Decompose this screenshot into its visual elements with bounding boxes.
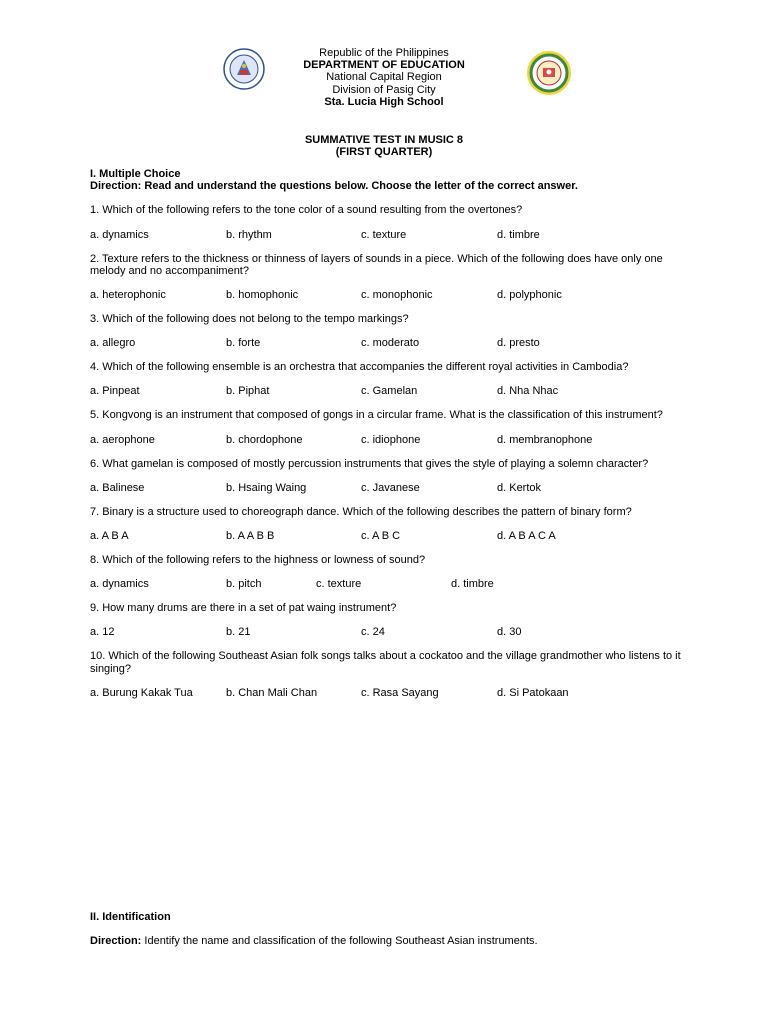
part1-heading: I. Multiple Choice (90, 168, 181, 180)
answer-option: b. Hsaing Waing (226, 481, 307, 494)
answer-options (90, 337, 690, 349)
answer-options (90, 434, 690, 446)
answer-option: a. A B A (90, 530, 129, 543)
answer-options (90, 289, 690, 301)
answer-option: d. timbre (497, 228, 540, 241)
answer-option: b. A A B B (226, 530, 275, 543)
answer-option: d. 30 (497, 626, 522, 639)
answer-option: b. homophonic (226, 289, 299, 302)
question-text: 2. Texture refers to the thickness or thinness of layers of sounds in a piece. Which of the following does have only one melody and no accompaniment? (90, 252, 663, 277)
answer-option: a. heterophonic (90, 289, 166, 302)
answer-option: b. 21 (226, 626, 251, 639)
header-line-republic: Republic of the Philippines (319, 47, 449, 59)
question-text: 6. What gamelan is composed of mostly percussion instruments that gives the style of playing a solemn character? (90, 457, 649, 470)
question-text: 10. Which of the following Southeast Asian folk songs talks about a cockatoo and the village grandmother who listens to it singing? (90, 650, 681, 675)
answer-option: a. aerophone (90, 433, 155, 446)
answer-option: a. allegro (90, 337, 136, 350)
answer-option: d. A B A C A (497, 530, 556, 543)
answer-option: c. 24 (361, 626, 385, 639)
part2-direction (90, 935, 690, 947)
answer-options (90, 229, 690, 241)
answer-option: c. moderato (361, 337, 420, 350)
question-text: 3. Which of the following does not belong to the tempo markings? (90, 313, 409, 326)
test-title (0, 134, 768, 158)
question-text: 8. Which of the following refers to the highness or lowness of sound? (90, 554, 426, 567)
answer-option: d. polyphonic (497, 289, 562, 302)
answer-option: b. rhythm (226, 228, 272, 241)
question-text: 7. Binary is a structure used to choreograph dance. Which of the following describes the pattern of binary form? (90, 505, 632, 518)
answer-option: b. chordophone (226, 433, 303, 446)
part2-heading: II. Identification (90, 911, 171, 923)
answer-option: c. Rasa Sayang (361, 686, 439, 699)
answer-option: c. A B C (361, 530, 401, 543)
answer-option: a. Balinese (90, 481, 145, 494)
question-text: 5. Kongvong is an instrument that composed of gongs in a circular frame. What is the classification of this instrument? (90, 409, 663, 422)
answer-options (90, 530, 690, 542)
header-line-department: DEPARTMENT OF EDUCATION (303, 59, 465, 72)
answer-options (90, 626, 690, 638)
answer-option: c. idiophone (361, 433, 421, 446)
answer-option: d. presto (497, 337, 540, 350)
part1-section (90, 168, 690, 710)
answer-option: d. Si Patokaan (497, 686, 569, 699)
part1-direction: Direction: Read and understand the questions below. Choose the letter of the correct answer. (90, 180, 578, 193)
answer-option: c. monophonic (361, 289, 433, 302)
answer-option: d. membranophone (497, 433, 593, 446)
answer-option: b. forte (226, 337, 261, 350)
answer-option: a. Pinpeat (90, 385, 140, 398)
answer-option: d. timbre (451, 578, 494, 591)
answer-option: a. Burung Kakak Tua (90, 686, 193, 699)
answer-option: b. pitch (226, 578, 262, 591)
part2-direction-text: Identify the name and classification of the following Southeast Asian instruments. (141, 935, 538, 948)
answer-option: b. Chan Mali Chan (226, 686, 318, 699)
answer-option: a. dynamics (90, 578, 149, 591)
header-line-region: National Capital Region (326, 71, 442, 84)
question-text: 4. Which of the following ensemble is an orchestra that accompanies the different royal activities in Cambodia? (90, 361, 629, 374)
header-line-school: Sta. Lucia High School (324, 95, 444, 108)
test-title-line2: (FIRST QUARTER) (335, 146, 433, 159)
answer-option: c. Gamelan (361, 385, 418, 398)
part2-direction-label: Direction: (90, 935, 142, 948)
header-line-division: Division of Pasig City (332, 83, 436, 96)
answer-option: c. texture (316, 578, 362, 591)
answer-option: b. Piphat (226, 385, 270, 398)
answer-option: a. 12 (90, 626, 115, 639)
answer-option: c. Javanese (361, 481, 420, 494)
part2-section (90, 911, 690, 947)
answer-option: d. Kertok (497, 481, 542, 494)
question-text: 9. How many drums are there in a set of pat waing instrument? (90, 602, 397, 615)
answer-options (90, 578, 690, 590)
question-list (90, 204, 690, 698)
test-title-line1: SUMMATIVE TEST IN MUSIC 8 (304, 134, 464, 146)
answer-option: a. dynamics (90, 228, 149, 241)
answer-option: d. Nha Nhac (497, 385, 559, 398)
question-text: 1. Which of the following refers to the tone color of a sound resulting from the overtones? (90, 204, 523, 217)
answer-options (90, 482, 690, 494)
answer-option: c. texture (361, 228, 407, 241)
letterhead (0, 47, 768, 108)
answer-options (90, 385, 690, 397)
answer-options (90, 687, 690, 699)
